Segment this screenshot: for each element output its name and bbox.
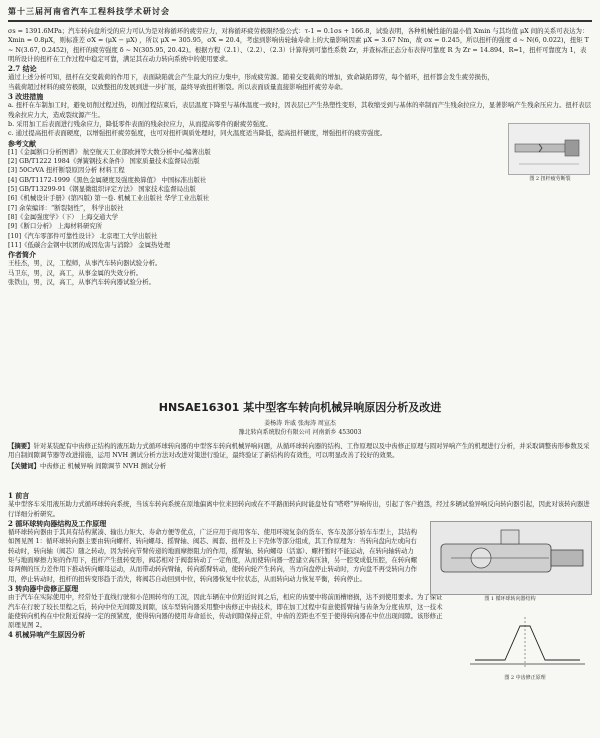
steering-gear-figure bbox=[430, 521, 592, 595]
steering-gear-figure-caption: 图 1 循环球转向器结构 bbox=[484, 596, 536, 602]
author-bio: 张铁山，男，汉，高工，从事汽车转向器试验分析。 bbox=[8, 278, 155, 287]
paper2-section-2-text: 循环球转向器由于其具有结构紧凑、输出力矩大、寿命方便等优点，广泛应用于商用客车、使用环境复杂的货车、客车及部分轿车车型上，其结构如图见图 1：循环球转向器主要由转向螺杆、转向螺母、摇臂轴、阀芯、阀套、扭杆及上下壳体等部分组成，其工作原理为：当转向盘向左或向右转动时，转向轴（阀芯）随之转动，因为转向节臂传递的地面摩擦阻力的作用，摇臂轴、转向螺母（活塞）、螺杆暂时不能运动，在转向轴转动力矩与地面摩擦力矩的作用下，扭杆产生扭转变形，阀芯相对于阀套转动了一定角度，从而使转向器一腔建立高压油，另一腔变成低压腔，在转向螺母两侧的压力差作用下推动转向螺母运动，从而带动转向臂轴，转向摇臂转动，使转向轮产生转向，当方向盘停止转动时，方向盘不再受转向力作用，停止转动时，扭杆的扭转变形趋于消失，将阀芯自动回到中位，转向器恢复中位状态，从而转向动力恢复平衡，转向停止。 bbox=[8, 528, 417, 583]
section-3-item-a: a. 扭杆在车制加工时，避免切削过程过热，切削过程结束后，表层温度下降至与基体温度一致时，因表层已产生热塑性变形，其收缩受到与基体的牵制而产生残余拉应力，显著影响产生残余压应力。扭杆表层残余拉应力大，造成裂纹源产生。 bbox=[8, 101, 592, 119]
paper2-byline bbox=[0, 419, 600, 437]
reference-item: [8]《金属强度学》（下） 上海交通大学 bbox=[8, 212, 119, 221]
section-3-item-c: c. 通过提高扭杆表面硬度，以增强扭杆疲劳强度，也可对扭杆调质处理时，同火温度适当降低，提高扭杆硬度，增强扭杆的疲劳强度。 bbox=[8, 129, 387, 138]
section-2-7-text: 通过上述分析可知，扭杆在交变载荷的作用下，表面缺陷就会产生最大的应力集中，形成疲劳源。随着交变载荷的增加，致命缺陷即劳，每个循环，扭杆都会发生疲劳损伤，当载荷超过材料的疲劳极限，以致整扭的发展到进一步扩展，最终导致扭杆断裂。所以表面质量直接影响扭杆疲劳寿命。 bbox=[8, 73, 494, 91]
paper2-section-4-title: 4 机械异响产生原因分析 bbox=[8, 630, 86, 640]
author-bio-title: 作者简介 bbox=[8, 250, 36, 260]
paper2-title: HNSAE16301 某中型客车转向机械异响原因分析及改进 bbox=[158, 401, 442, 414]
section-2-7-title: 2.7 结论 bbox=[8, 64, 37, 74]
references-title: 参考文献 bbox=[8, 138, 36, 148]
paper2-abstract bbox=[8, 442, 592, 472]
tooth-correction-figure bbox=[460, 612, 590, 672]
paper2-section-2-title: 2 循环球转向器结构及工作原理 bbox=[8, 518, 107, 528]
torsion-bar-figure bbox=[508, 123, 590, 175]
reference-item: [5] GB/T13299-91《钢显微组织评定方法》 国家技术监督局出版 bbox=[8, 185, 196, 194]
paper2-section-3-title: 3 转向器中齿修正原理 bbox=[8, 583, 79, 593]
abstract-label: 【摘要】 bbox=[8, 442, 34, 450]
reference-item: [2] GB/T1222 1984《弹簧钢技术条件》 国家质量技术监督局出版 bbox=[8, 157, 200, 166]
reference-item: [6]《机械设计手册》(第四版) 第一卷. 机械工业出版社 华学工业出版社 bbox=[8, 194, 210, 203]
paper2-section-1-text: 某中型客车采用液压助力式循环球转向系统，当该车转向系统在原地偏离中位来回转向或在不平路面转向时能盘处有“嗒嗒”异响传出，引起了客户抱怨，经过多辆试验异响反向转向器引起，因此对该转向器进行详细分析研究。 bbox=[8, 500, 590, 518]
abstract-text: 针对某装配有中齿修正结构的液压助力式循环球转向器的中型客车转向机械异响问题，从循环球转向器的结构、工作原理以及中齿修正原理与圆对异响产生的机理进行分析，并采取调整齿形参数及采用自制间隙调节器等改进措施，运用 NVH 测试分析方法对改进对策进行验证，最终验证了新结构的有效性，可以明显改善了较好的效果。 bbox=[8, 442, 590, 460]
paper2-section-1-title: 1 前言 bbox=[8, 491, 30, 500]
tooth-correction-figure-caption: 图 2 中齿修正原理 bbox=[504, 675, 546, 681]
section-3-item-b: b. 采用加工后表面进行残余应力，降低零件表面的残余拉应力，从而提高零件的耐疲劳强度。 bbox=[8, 119, 272, 128]
reference-item: [10]《汽车零部件可靠性设计》 北京理工大学出版社 bbox=[8, 231, 158, 240]
reference-item: [7] 余荣编译：“断裂韧性”， 科学出版社 bbox=[8, 203, 124, 212]
paper2-section-3-text: 由于汽车在实际使用中，经常处于直线行驶和小范围转弯的工况，因此车辆在中位附近时间之后，相应的齿要中将前面槽磨损，达不到使用要求。为了保证汽车在行驶了较长里程之后，转向中位无间隙及间隙，该车型转向器采用整中齿修正中齿技术，即在加工过程中有意使摇臂轴与齿条为分度齿厚，这一技术能使转向机构在中位附近保持一定的预紧度，使得转向器的使用寿命延长，传动间隙保持正常，中齿的差距也不至于使得转向器在中位出现间隙。该形修正原理见图 2。 bbox=[8, 593, 443, 630]
paper2-affiliation: 豫北转向系统股份有限公司 河南新乡 453003 bbox=[238, 429, 362, 436]
running-header: 第十三届河南省汽车工程科技学术研讨会 bbox=[8, 6, 592, 22]
torsion-bar-figure-caption: 图 2 扭杆疲劳断裂 bbox=[529, 176, 571, 182]
abstract-paragraph bbox=[8, 442, 592, 461]
keywords-label: 【关键词】 bbox=[8, 461, 40, 470]
section-3-title: 3 改进措施 bbox=[8, 92, 44, 102]
reference-item: [3] 50CrVA 扭杆断裂原因分析 材料工程 bbox=[8, 166, 125, 175]
paper1-body bbox=[8, 27, 592, 287]
keywords-text: 中齿修正 机械异响 间隙调节 NVH 测试分析 bbox=[39, 461, 167, 470]
reference-item: [11]《低碳合金钢中状团的成因危害与消除》 金属热处理 bbox=[8, 240, 171, 249]
paper1-para-1: σs = 1391.6MPa；汽车转向盘所受的应力可认为是对称循环的疲劳应力，对称循环疲劳极限经验公式：τ-1 = 0.1σs + 166.8，试验表明，各种机械性能的最小值 Xmin 与其均值 μX 间的关系可表达为：Xmin = 0.8μX，则标准差 σX = (μX − μX) ，所以 μX = 305.95，σX = 20.4，考虑到影响齿轮轴寿命上的大量影响因素 μX = 3.67 Nm，故 σx = 0.245，所以扭杆的强度 d ~ N(6, 0.022)，扭矩 T ~ N(3.67, 0.2452)，扭杆的疲劳强度 δ ~ N(305.95, 20.42)。根据方程（2.1）、（2.2）、（2.3）计算得到可靠性系数 Zr，并查标准正态分布表得可靠度 R 为 Zr = 14.894、R=1，扭杆可靠度为 1，表明所设计的扭杆在工作过程中稳定可靠，满足其在动力转向系统中的使用要求。 bbox=[8, 27, 589, 63]
paper2-authors: 姜杨涛 许戚 张海涛 周宣杰 bbox=[264, 420, 336, 427]
reference-item: [9]《断口分析》 上海材料研究所 bbox=[8, 222, 103, 231]
author-bio: 王桂杰，男，汉，工程师，从事汽车转向器试验分析。 bbox=[8, 259, 162, 268]
reference-list bbox=[8, 148, 592, 250]
reference-item: [4] GB/T1172-1999《黑色金属硬度及强度换算值》 中国标准出版社 bbox=[8, 175, 207, 184]
reference-item: [1]《金属断口分析图谱》 航空航天工业部欧洲等大数分析中心编著出版 bbox=[8, 147, 211, 156]
keywords-paragraph bbox=[8, 462, 592, 471]
author-bio: 马卫东，男，汉，高工，从事金属的失效分析。 bbox=[8, 268, 143, 277]
